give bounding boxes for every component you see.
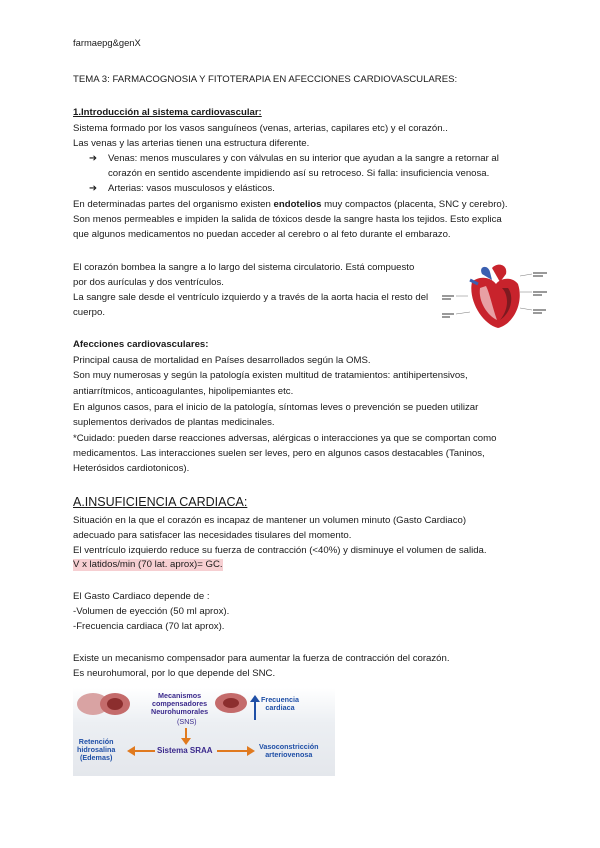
insuficiencia-heading: A.INSUFICIENCIA CARDIACA:: [73, 495, 248, 509]
heart-text-line4: cuerpo.: [73, 307, 105, 318]
heart-text-line2: por dos aurículas y dos ventrículos.: [73, 277, 224, 288]
diagram-vasoconstriccion: Vasoconstricción arteriovenosa: [259, 742, 319, 759]
page-header: farmaepg&genX: [73, 37, 141, 48]
gc-line1: El Gasto Cardiaco depende de :: [73, 591, 210, 602]
arrow-up-icon: [249, 694, 261, 722]
intro-p4-line2: que algunos medicamentos no puedan acceder al cerebro o al feto durante el embarazo.: [73, 229, 451, 240]
bullet-venas-line1: Venas: menos musculares y con válvulas en su interior que ayudan a la sangre a retornar al: [108, 153, 499, 164]
gc-line2: -Volumen de eyección (50 ml aprox).: [73, 606, 230, 617]
diagram-sns: (SNS): [177, 717, 197, 726]
afecciones-heading: Afecciones cardiovasculares:: [73, 339, 209, 350]
bullet-arrow-icon: ➔: [89, 183, 98, 194]
insuficiencia-line1: Situación en la que el corazón es incapaz de mantener un volumen minuto (Gasto Cardiaco): [73, 515, 467, 526]
bullet-venas-line2: corazón en sentido ascendente impidiendo así su retroceso. Si falla: insuficiencia venosa.: [108, 168, 490, 179]
afecciones-line6: *Cuidado: pueden darse reacciones adversas, alérgicas o interacciones ya que se comportan como: [73, 433, 497, 444]
afecciones-line5: suplementos derivados de plantas medicinales.: [73, 417, 275, 428]
heart-text-line3: La sangre sale desde el ventrículo izquierdo y a través de la aorta hacia el resto del: [73, 292, 429, 303]
insuficiencia-line2: adecuado para satisfacer las necesidades tisulares del momento.: [73, 530, 352, 541]
diagram-mecanismos: Mecanismos compensadores Neurohumorales: [151, 691, 209, 716]
mecanismo-line2: Es neurohumoral, por lo que depende del SNC.: [73, 668, 276, 679]
afecciones-line1: Principal causa de mortalidad en Países desarrollados según la OMS.: [73, 355, 371, 366]
insuficiencia-line3: El ventrículo izquierdo reduce su fuerza de contracción (<40%) y disminuye el volumen de salida.: [73, 545, 487, 556]
mecanismo-line1: Existe un mecanismo compensador para aumentar la fuerza de contracción del corazón.: [73, 653, 450, 664]
diagram-frecuencia: Frecuencia cardiaca: [261, 695, 299, 712]
heart-text-line1: El corazón bombea la sangre a lo largo del sistema circulatorio. Está compuesto: [73, 262, 415, 273]
arrow-down-icon: [181, 728, 191, 746]
afecciones-line4: En algunos casos, para el inicio de la patología, síntomas leves o prevención se pueden utilizar: [73, 402, 479, 413]
arrow-left-icon: [127, 746, 155, 756]
diagram-retencion: Retención hidrosalina (Edemas): [77, 737, 116, 762]
bullet-arterias: Arterias: vasos musculosos y elásticos.: [108, 183, 275, 194]
arrow-right-icon: [217, 746, 255, 756]
bullet-arrow-icon: ➔: [89, 153, 98, 164]
intro-p2: Las venas y las arterias tienen una estructura diferente.: [73, 138, 310, 149]
heart-illustration: [442, 262, 552, 332]
heart-small-icon: [213, 692, 249, 714]
gc-line3: -Frecuencia cardiaca (70 lat aprox).: [73, 621, 225, 632]
afecciones-line2: Son muy numerosas y según la patología existen multitud de tratamientos: antihipertensivos,: [73, 370, 468, 381]
diagram-sraa: Sistema SRAA: [157, 746, 213, 755]
afecciones-line7: medicamentos. Las interacciones suelen ser leves, pero en algunos casos destacables (Taninos,: [73, 448, 485, 459]
afecciones-line3: antiarrítmicos, anticoagulantes, hipolipemiantes etc.: [73, 386, 294, 397]
afecciones-line8: Heterósidos cardiotonicos).: [73, 463, 190, 474]
heart-small-icon: [75, 690, 133, 718]
compensation-diagram: [73, 688, 335, 776]
intro-p4-line1: Son menos permeables e impiden la salida de tóxicos desde la sangre hasta los tejidos. Esto explica: [73, 214, 502, 225]
intro-p1: Sistema formado por los vasos sanguíneos (venas, arterias, capilares etc) y el corazón..: [73, 123, 448, 134]
endotelios-line: En determinadas partes del organismo existen endotelios muy compactos (placenta, SNC y cerebro).: [73, 199, 508, 210]
gc-formula: V x latidos/min (70 lat. aprox)= GC.: [73, 559, 223, 570]
intro-heading: 1.Introducción al sistema cardiovascular:: [73, 107, 262, 118]
topic-title: TEMA 3: FARMACOGNOSIA Y FITOTERAPIA EN AFECCIONES CARDIOVASCULARES:: [73, 74, 458, 85]
